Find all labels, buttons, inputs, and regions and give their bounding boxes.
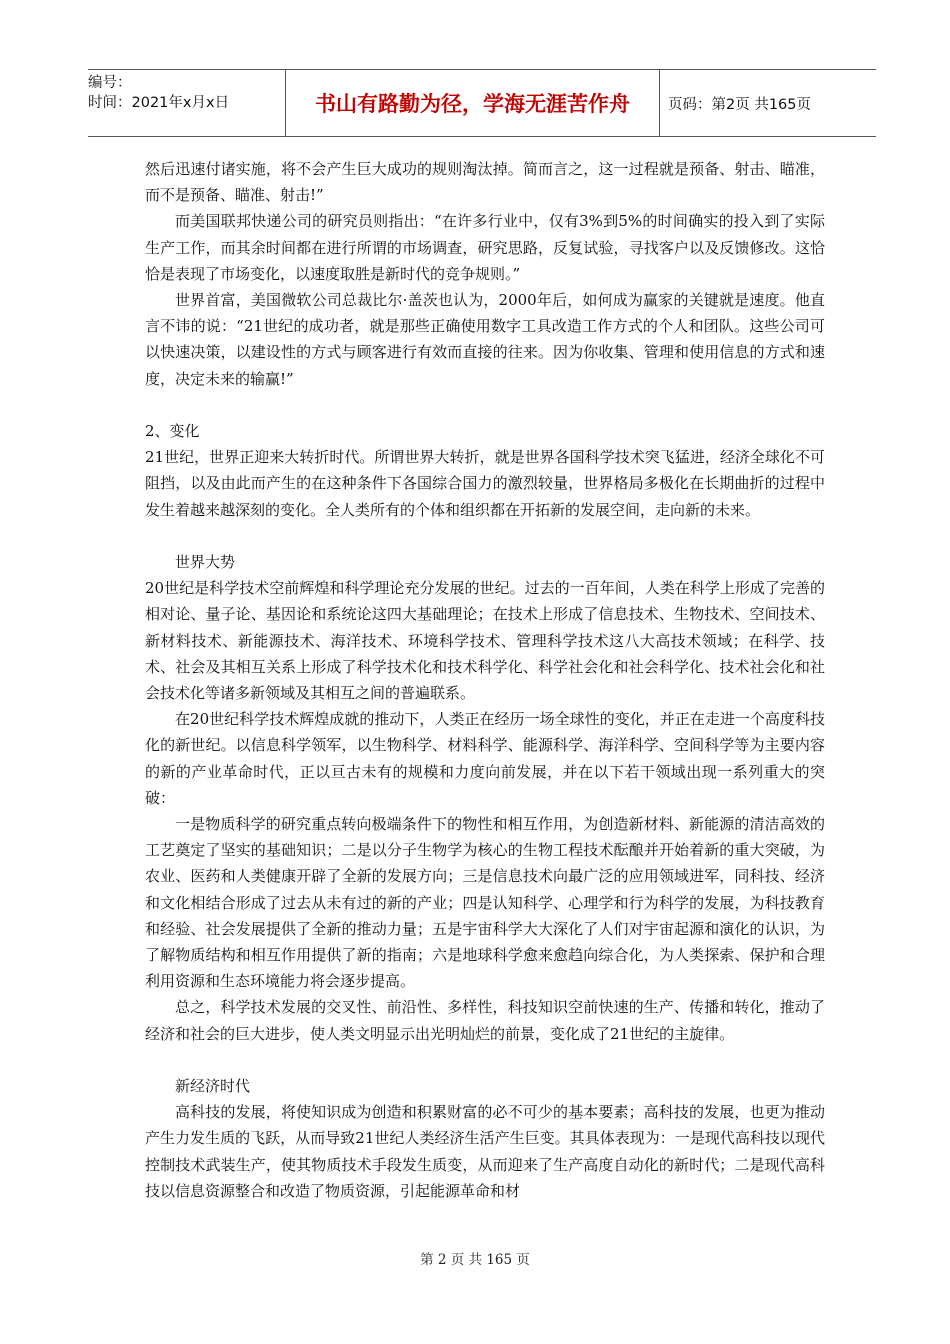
paragraph: 世界首富，美国微软公司总裁比尔·盖茨也认为，2000年后，如何成为赢家的关键就是速度。他直言不讳的说：“21世纪的成功者，就是那些正确使用数字工具改造工作方式的个人和团队。这些公司可以快速决策，以建设性的方式与顾客进行有效而直接的往来。因为你收集、管理和使用信息的方式和速度，决定未来的输赢!” <box>145 291 825 388</box>
paragraph: 高科技的发展，将使知识成为创造和积累财富的必不可少的基本要素；高科技的发展，也更为推动产生力发生质的飞跃，从而导致21世纪人类经济生活产生巨变。其具体表现为：一是现代高科技以现代控制技术武装生产，使其物质技术手段发生质变，从而迎来了生产高度自动化的新时代；二是现代高科技以信息资源整合和改造了物质资源，引起能源革命和材 <box>145 1103 825 1200</box>
header-meta <box>88 70 285 136</box>
paragraph: 一是物质科学的研究重点转向极端条件下的物性和相互作用，为创造新材料、新能源的清洁高效的工艺奠定了坚实的基础知识；二是以分子生物学为核心的生物工程技术酝酿并开始着新的重大突破，为农业、医药和人类健康开辟了全新的发展方向；三是信息技术向最广泛的应用领域进军，同科技、经济和文化相结合形成了过去从未有过的新的产业；四是认知科学、心理学和行为科学的发展，为科技教育和经验、社会发展提供了全新的推动力量；五是宇宙科学大大深化了人们对宇宙起源和演化的认识，为了解物质结构和相互作用提供了新的指南；六是地球科学愈来愈趋向综合化，为人类探索、保护和合理利用资源和生态环境能力将会逐步提高。 <box>145 815 825 991</box>
paragraph: 而美国联邦快递公司的研究员则指出：“在许多行业中，仅有3%到5%的时间确实的投入到了实际生产工作，而其余时间都在进行所谓的市场调查，研究思路，反复试验，寻找客户以及反馈修改。这恰恰是表现了市场变化，以速度取胜是新时代的竞争规则。” <box>145 212 825 283</box>
document-body <box>145 156 825 1204</box>
subsection-heading: 世界大势 <box>175 553 236 572</box>
section-heading: 2、变化 <box>145 422 200 441</box>
document-number-label: 编号： <box>88 75 132 91</box>
document-time: 时间：2021年x月x日 <box>88 95 230 111</box>
paragraph: 20世纪是科学技术空前辉煌和科学理论充分发展的世纪。过去的一百年间，人类在科学上形成了完善的相对论、量子论、基因论和系统论这四大基础理论；在技术上形成了信息技术、生物技术、空间技术、新材料技术、新能源技术、海洋技术、环境科学技术、管理科学技术这八大高技术领域；在科学、技术、社会及其相互关系上形成了科学技术化和技术科学化、科学社会化和社会科学化、技术社会化和社会技术化等诸多新领域及其相互之间的普遍联系。 <box>145 579 825 703</box>
paragraph: 然后迅速付诸实施，将不会产生巨大成功的规则淘汰掉。简而言之，这一过程就是预备、射击、瞄准，而不是预备、瞄准、射击!” <box>145 160 825 205</box>
page-footer: 第 2 页 共 165 页 <box>420 1252 530 1268</box>
page-header <box>88 69 876 137</box>
header-page-info: 页码：第2页 共165页 <box>668 96 812 113</box>
header-motto: 书山有路勤为径，学海无涯苦作舟 <box>285 70 660 136</box>
subsection-heading: 新经济时代 <box>175 1077 251 1096</box>
paragraph: 在20世纪科学技术辉煌成就的推动下，人类正在经历一场全球性的变化，并正在走进一个高度科技化的新世纪。以信息科学领军，以生物科学、材料科学、能源科学、海洋科学、空间科学等为主要内容的新的产业革命时代，正以亘古未有的规模和力度向前发展，并在以下若干领域出现一系列重大的突破： <box>145 710 825 807</box>
paragraph: 21世纪，世界正迎来大转折时代。所谓世界大转折，就是世界各国科学技术突飞猛进，经济全球化不可阻挡，以及由此而产生的在这种条件下各国综合国力的激烈较量，世界格局多极化在长期曲折的过程中发生着越来越深刻的变化。全人类所有的个体和组织都在开拓新的发展空间，走向新的未来。 <box>145 448 825 519</box>
paragraph: 总之，科学技术发展的交叉性、前沿性、多样性，科技知识空前快速的生产、传播和转化，推动了经济和社会的巨大进步，使人类文明显示出光明灿烂的前景，变化成了21世纪的主旋律。 <box>145 998 825 1043</box>
